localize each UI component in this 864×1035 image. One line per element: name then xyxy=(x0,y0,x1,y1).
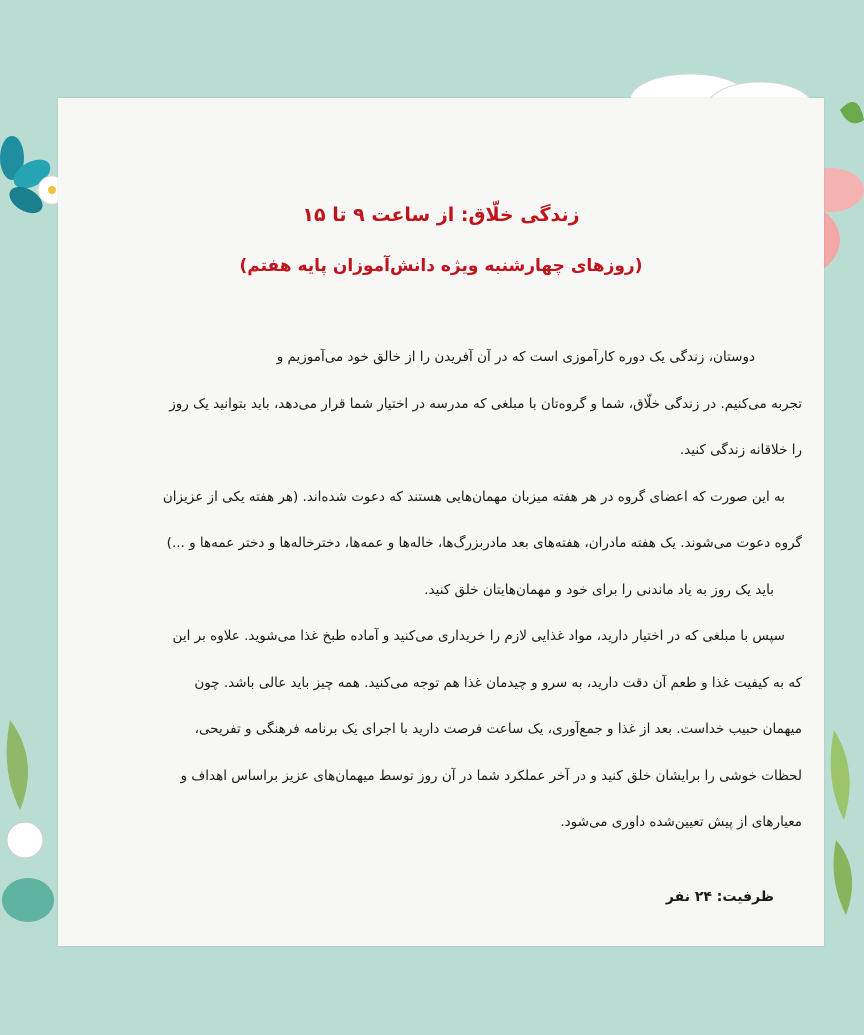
body-line: را خلاقانه زندگی کنید. xyxy=(679,442,802,458)
body-line: باید یک روز به یاد ماندنی را برای خود و مهمان‌هایتان خلق کنید. xyxy=(424,581,774,598)
leaf-decoration-bottom-right xyxy=(824,720,864,920)
document-body xyxy=(98,347,802,859)
document-subtitle: (روزهای چهارشنبه ویژه دانش‌آموزان پایه هفتم) xyxy=(239,256,643,276)
body-line: سپس با مبلغی که در اختیار دارید، مواد غذایی لازم را خریداری می‌کنید و آماده طبخ غذا می‌شوید. علاوه بر این xyxy=(172,628,785,644)
document-paper xyxy=(58,98,824,946)
body-line: دوستان، زندگی یک دوره کارآموزی است که در آن آفریدن را از خالق خود می‌آموزیم و xyxy=(276,349,755,365)
document-title: زندگی خلّاق: از ساعت ۹ تا ۱۵ xyxy=(302,204,580,226)
capacity-text: ظرفیت: ۲۴ نفر xyxy=(665,889,774,905)
body-line: به این صورت که اعضای گروه در هر هفته میزبان مهمان‌هایی هستند که دعوت شده‌اند. (هر هفته یکی از عزیزان xyxy=(162,488,785,505)
body-line: گروه دعوت می‌شوند. یک هفته مادران، هفته‌های بعد مادربزرگ‌ها، خاله‌ها و عمه‌ها، دخترخاله‌ها و دختر عمه‌ها و ...) xyxy=(166,535,802,551)
body-line: معیارهای از پیش تعیین‌شده داوری می‌شود. xyxy=(560,814,802,830)
body-line: میهمان حبیب خداست. بعد از غذا و جمع‌آوری، یک ساعت فرصت دارید با اجرای یک برنامه فرهنگی و تفریحی، xyxy=(194,721,802,737)
leaf-decoration-bottom-left xyxy=(0,700,60,940)
body-line: که به کیفیت غذا و طعم آن دقت دارید، به سرو و چیدمان غذا هم توجه می‌کنید. همه چیز باید عالی باشد. چون xyxy=(194,674,802,691)
body-line: لحظات خوشی را برایشان خلق کنید و در آخر عملکرد شما در آن روز توسط میهمان‌های عزیز براساس اهداف و xyxy=(180,767,802,784)
body-line: تجربه می‌کنیم. در زندگی خلّاق، شما و گروه‌تان با مبلغی که مدرسه در اختیار شما قرار می‌دهد، باید بتوانید یک روز xyxy=(169,395,802,412)
